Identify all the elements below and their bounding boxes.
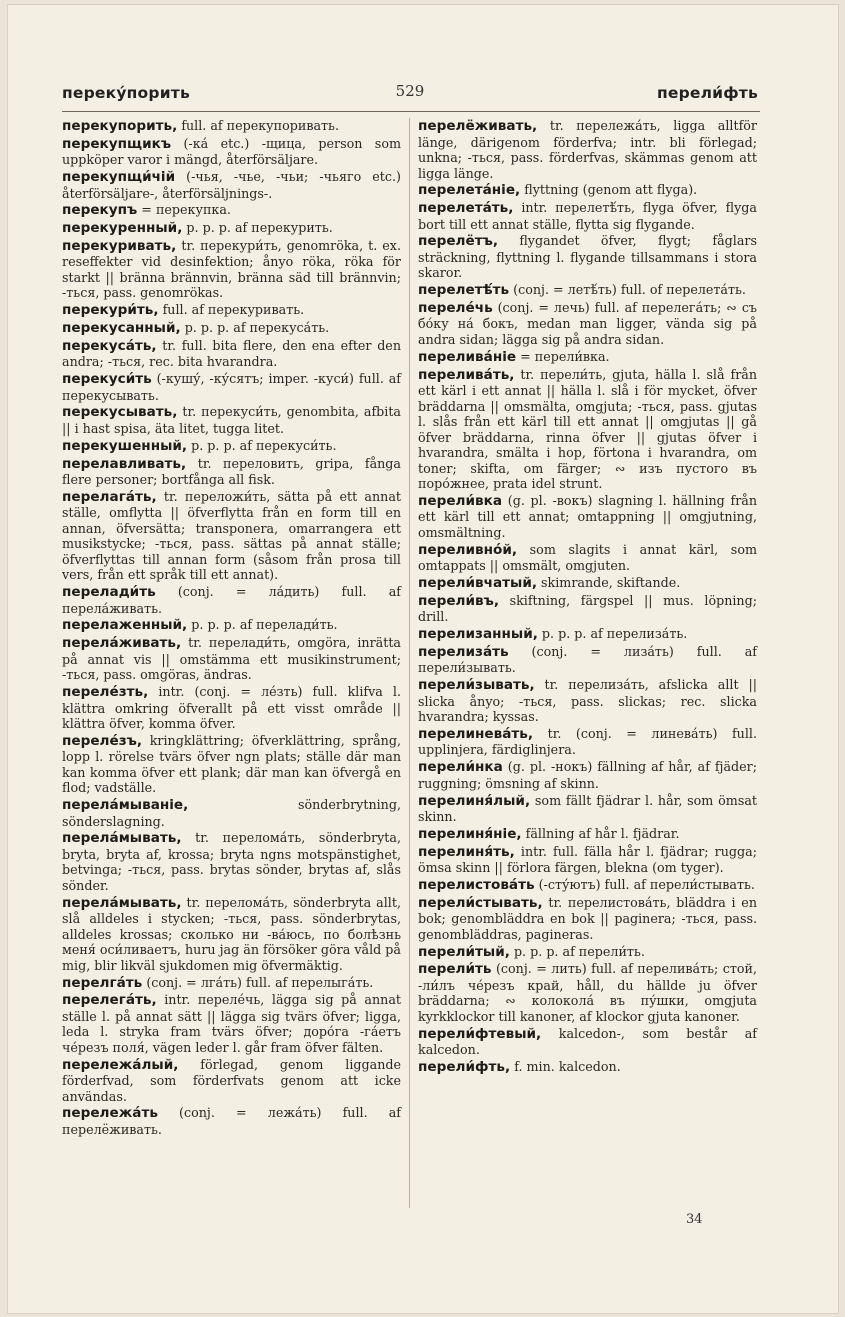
dictionary-entry xyxy=(62,489,401,583)
entry-definition: (conj. = лить) full. af перелива́ть; стой, -ли́лъ че́резъ край, håll, du hällde ju öfver bräddarna; ∾ колокола́ въ пу́шки, omgjuta kyrkklockor till kanoner, af klockor gjuta kanoner. xyxy=(418,961,757,1024)
entry-headword: перекури́ть, xyxy=(62,302,159,319)
entry-headword: перели́тый, xyxy=(418,943,510,960)
entry-definition: p. p. p. af перекурить. xyxy=(182,220,333,236)
entry-headword: перели́вчатый, xyxy=(418,574,538,591)
entry-headword: перекупорить, xyxy=(62,118,178,134)
entry-headword: перекупщи́чій xyxy=(62,169,176,186)
entry-headword: перелга́ть xyxy=(62,974,143,991)
dictionary-entry xyxy=(418,726,757,758)
entry-definition: full. af перекуривать. xyxy=(158,302,305,318)
entry-definition: tr. переловить, gripa, fånga flere personer; bortfånga all fisk. xyxy=(62,455,401,488)
dictionary-entry xyxy=(62,895,401,974)
entry-headword: перекусывать, xyxy=(62,404,178,421)
entry-headword: перекупъ xyxy=(62,202,138,219)
entry-headword: перели́въ, xyxy=(418,592,500,609)
dictionary-entry xyxy=(62,733,401,796)
entry-headword: перекуси́ть xyxy=(62,371,152,388)
entry-headword: перелиня́ніе, xyxy=(418,825,522,842)
entry-headword: перекушенный, xyxy=(62,437,188,454)
column-divider xyxy=(409,118,410,1208)
dictionary-entry xyxy=(62,438,401,455)
entry-headword: перела́мывать, xyxy=(62,894,182,911)
dictionary-entry xyxy=(418,944,757,961)
entry-headword: перекусанный, xyxy=(62,320,181,337)
entry-definition: (conj. = лежа́ть) full. af перелёживать. xyxy=(62,1105,401,1137)
dictionary-entry xyxy=(62,456,401,488)
signature-mark: 34 xyxy=(686,1212,703,1227)
entry-headword: переле́зъ, xyxy=(62,732,143,749)
entry-definition: intr. перелетѣ́ть, flyga öfver, flyga bort till ett annat ställe, flytta sig flygande. xyxy=(418,200,757,232)
entry-definition: intr. full. fälla hår l. fjädrar; rugga; ömsa skinn || förlora färgen, blekna (om tyger). xyxy=(418,843,757,876)
entry-headword: перекуривать, xyxy=(62,237,177,254)
entry-headword: перелёживать, xyxy=(418,118,538,134)
entry-headword: перели́фтевый, xyxy=(418,1025,542,1042)
entry-definition: tr. (conj. = линева́ть) full. upplinjera, färdiglinjera. xyxy=(418,725,757,758)
left-column xyxy=(62,118,401,1139)
dictionary-entry xyxy=(418,759,757,791)
dictionary-entry xyxy=(418,1059,757,1076)
header-rule xyxy=(62,111,760,112)
entry-headword: перели́фть, xyxy=(418,1058,511,1075)
entry-headword: перелиня́лый, xyxy=(418,792,531,809)
dictionary-entry xyxy=(418,593,757,625)
entry-definition: tr. перелома́ть, sönderbryta, bryta, bryta af, krossa; bryta ngns motspänstighet, betvinga; -ться, pass. brytas sönder, brytas af, slås sönder. xyxy=(62,830,401,893)
entry-definition: (conj. = ла́дить) full. af перела́живать. xyxy=(62,584,401,616)
entry-headword: перелега́ть, xyxy=(62,992,157,1009)
dictionary-entry xyxy=(62,975,401,992)
right-column xyxy=(418,118,757,1077)
dictionary-entry xyxy=(62,584,401,616)
dictionary-entry xyxy=(62,202,401,219)
dictionary-entry xyxy=(62,684,401,732)
entry-headword: перелинева́ть, xyxy=(418,725,534,742)
entry-definition: (-ка́ etc.) -щица, person som uppköper varor i mängd, återförsäljare. xyxy=(62,135,401,168)
entry-definition: sönderbrytning, sönderslagning. xyxy=(62,797,401,829)
entry-definition: kalcedon-, som består af kalcedon. xyxy=(418,1025,757,1058)
dictionary-entry xyxy=(62,220,401,237)
dictionary-entry xyxy=(418,349,757,366)
entry-definition: (conj. = лга́ть) full. af перелыга́ть. xyxy=(142,974,374,990)
dictionary-entry xyxy=(62,992,401,1055)
entry-definition: = перели́вка. xyxy=(516,348,610,364)
entry-headword: переле́чь xyxy=(418,299,493,316)
entry-headword: перелиза́ть xyxy=(418,643,509,660)
entry-definition: p. p. p. af перелади́ть. xyxy=(187,617,338,633)
entry-headword: перелетѣ́ть xyxy=(418,282,510,299)
dictionary-entry xyxy=(418,542,757,574)
entry-headword: перелаженный, xyxy=(62,617,188,634)
entry-headword: перекупщикъ xyxy=(62,135,172,152)
entry-definition: tr. переложи́ть, sätta på ett annat ställe, omflytta || öfverflytta från en form till en annan, öfversätta; transponera, omarrangera ett musikstycke; -ться, pass. sättas på annat ställe; öfverflyttas till annan form (såsom från prosa till vers, från ett språk till ett annat). xyxy=(62,488,401,583)
entry-definition: full. af перекупоривать. xyxy=(177,118,339,133)
entry-headword: перелива́ніе xyxy=(418,348,517,365)
entry-definition: (conj. = лечь) full. af перелега́ть; ∾ съ бо́ку на́ бокъ, medan man ligger, vända sig på andra sidan; lägga sig på andra sidan. xyxy=(418,299,757,347)
entry-headword: перекуренный, xyxy=(62,220,183,237)
entry-definition: flygandet öfver, flygt; fåglars sträckning, flyttning l. flygande tillsammans i stora skaror. xyxy=(418,233,757,281)
dictionary-entry xyxy=(418,961,757,1024)
entry-headword: перележа́лый, xyxy=(62,1056,179,1073)
dictionary-entry xyxy=(62,371,401,403)
entry-definition: kringklättring; öfverklättring, språng, lopp l. rörelse tvärs öfver ngn plats; ställe där man kan komma öfver ett plank; där man kan öfvergå en flod; vadställe. xyxy=(62,732,401,796)
dictionary-entry xyxy=(418,282,757,299)
entry-headword: перели́вка xyxy=(418,492,503,509)
entry-definition: tr. перели́ть, gjuta, hälla l. slå från ett kärl i ett annat || hälla l. slå i för mycket, öfver bräddarna || omsmälta, omgjuta; -ться, pass. gjutas l. slås från ett kärl till ett annat || omgjutas || gå öfver bräddarna, rinna öfver || gjutas öfver i hvarandra, smälta i hop, förtona i hvarandra, om toner; skifta, om färger; ∾ изъ пустого въ поро́жнее, prata idel strunt. xyxy=(418,366,757,492)
dictionary-entry xyxy=(62,1057,401,1105)
entry-headword: перелавливать, xyxy=(62,455,187,472)
entry-headword: переливно́й, xyxy=(418,541,518,558)
entry-headword: перелета́ніе, xyxy=(418,182,521,199)
entry-headword: перели́ть xyxy=(418,961,492,978)
entry-headword: перела́мываніе, xyxy=(62,797,189,814)
entry-definition: (g. pl. -нокъ) fällning af hår, af fjäder; ruggning; ömsning af skinn. xyxy=(418,759,757,791)
running-head-right: перели́фть xyxy=(656,84,758,102)
entry-headword: перели́зывать, xyxy=(418,677,535,694)
running-head xyxy=(62,84,758,106)
entry-headword: перелага́ть, xyxy=(62,488,157,505)
entry-definition: fällning af hår l. fjädrar. xyxy=(521,825,680,841)
dictionary-entry xyxy=(418,200,757,232)
dictionary-entry xyxy=(62,169,401,201)
entry-headword: перелиня́ть, xyxy=(418,843,515,860)
entry-definition: (g. pl. -вокъ) slagning l. hällning från ett kärl till ett annat; omtappning || omgjutning, omsmältning. xyxy=(418,492,757,540)
dictionary-entry xyxy=(418,895,757,943)
entry-definition: (conj. = летѣ́ть) full. of перелета́ть. xyxy=(509,282,746,298)
entry-definition: f. min. kalcedon. xyxy=(510,1058,621,1074)
dictionary-entry xyxy=(62,338,401,370)
entry-definition: tr. перекури́ть, genomröka, t. ex. reseffekter vid desinfektion; ånyo röka, röka för starkt || bränna brännvin, bränna säd till brännvin; -ться, pass. genomrökas. xyxy=(62,237,401,301)
entry-definition: som slagits i annat kärl, som omtappats || omsmält, omgjuten. xyxy=(418,541,757,574)
dictionary-entry xyxy=(418,826,757,843)
entry-headword: перелива́ть, xyxy=(418,366,515,383)
entry-definition: tr. перелади́ть, omgöra, inrätta på annat vis || omstämma ett musikinstrument; -ться, pass. omgöras, ändras. xyxy=(62,635,401,683)
dictionary-entry xyxy=(62,136,401,168)
dictionary-entry xyxy=(62,1105,401,1137)
entry-headword: перекуса́ть, xyxy=(62,337,157,354)
entry-headword: перели́стывать, xyxy=(418,894,543,911)
dictionary-entry xyxy=(418,1026,757,1058)
dictionary-entry xyxy=(418,844,757,876)
dictionary-entry xyxy=(62,302,401,319)
entry-definition: p. p. p. af перелиза́ть. xyxy=(537,626,688,642)
entry-headword: перелётъ, xyxy=(418,233,498,250)
dictionary-entry xyxy=(62,635,401,683)
entry-headword: перела́живать, xyxy=(62,635,182,652)
entry-definition: förlegad, genom liggande förderfvad, som förderfvats genom att icke användas. xyxy=(62,1056,401,1104)
entry-definition: som fällt fjädrar l. hår, som ömsat skinn. xyxy=(418,792,757,825)
dictionary-entry xyxy=(62,617,401,634)
entry-headword: перелизанный, xyxy=(418,626,538,643)
entry-definition: tr. перелиза́ть, afslicka allt || slicka ånyo; -ться, pass. slickas; rec. slicka hvarandra; kyssas. xyxy=(418,677,757,725)
entry-headword: перележа́ть xyxy=(62,1105,158,1122)
entry-definition: tr. перележа́ть, ligga alltför länge, därigenom förderfva; intr. bli förlegad; unkna; -ться, pass. förderfvas, skämmas genom att ligga länge. xyxy=(418,118,757,181)
entry-definition: p. p. p. af перекуси́ть. xyxy=(187,437,337,453)
dictionary-entry xyxy=(418,233,757,281)
entry-headword: перели́нка xyxy=(418,759,503,776)
entry-definition: (-сту́ютъ) full. af перели́стывать. xyxy=(534,876,755,892)
dictionary-entry xyxy=(418,118,757,181)
dictionary-entry xyxy=(418,626,757,643)
dictionary-entry xyxy=(418,877,757,894)
entry-definition: tr. перекуси́ть, genombita, afbita || i hast spisa, äta litet, tugga litet. xyxy=(62,404,401,436)
page-number: 529 xyxy=(395,82,425,100)
entry-definition: skiftning, färgspel || mus. löpning; drill. xyxy=(418,592,757,625)
dictionary-entry xyxy=(418,182,757,199)
entry-definition: intr. (conj. = ле́зть) full. klifva l. klättra omkring öfverallt på ett visst område || klättra öfver, komma öfver. xyxy=(62,684,401,732)
dictionary-entry xyxy=(418,300,757,348)
dictionary-entry xyxy=(418,367,757,492)
entry-definition: p. p. p. af перели́ть. xyxy=(509,943,645,959)
entry-definition: tr. перелома́ть, sönderbryta allt, slå alldeles i stycken; -ться, pass. sönderbrytas, alldeles krossas; сколько ни -ва́юсь, по болѣзнь меня́ оси́ливаетъ, huru jag än försöker göra våld på mig, blir likväl sjukdomen mig öfvermäktig. xyxy=(62,894,401,973)
entry-definition: (-чья, -чье, -чьи; -чьяго etc.) återförsäljare-, återförsäljnings-. xyxy=(62,169,401,201)
dictionary-entry xyxy=(62,118,401,135)
dictionary-entry xyxy=(62,404,401,436)
entry-definition: tr. full. bita flere, den ena efter den andra; -ться, rec. bita hvarandra. xyxy=(62,337,401,370)
entry-definition: flyttning (genom att flyga). xyxy=(520,182,698,198)
dictionary-entry xyxy=(418,677,757,725)
entry-headword: переле́зть, xyxy=(62,684,149,701)
entry-definition: = перекупка. xyxy=(137,202,231,218)
dictionary-entry xyxy=(62,830,401,893)
entry-definition: intr. переле́чь, lägga sig på annat ställe l. på annat sätt || lägga sig tvärs öfver; ligga, leda l. stryka fram tvärs öfver; доро́га -га́етъ че́резъ поля́, vägen leder l. går fram öfver fälten. xyxy=(62,992,401,1055)
entry-definition: skimrande, skiftande. xyxy=(537,574,681,590)
entry-headword: перела́мывать, xyxy=(62,830,182,847)
entry-definition: (-кушу́, -ку́сятъ; imper. -куси́) full. af перекусывать. xyxy=(62,371,401,403)
dictionary-entry xyxy=(62,320,401,337)
dictionary-entry xyxy=(418,793,757,825)
dictionary-entry xyxy=(62,238,401,301)
running-head-left: переку́порить xyxy=(62,84,190,102)
entry-headword: перелистова́ть xyxy=(418,876,535,893)
dictionary-entry xyxy=(62,797,401,829)
entry-headword: перелади́ть xyxy=(62,584,156,601)
dictionary-entry xyxy=(418,644,757,676)
dictionary-entry xyxy=(418,575,757,592)
entry-headword: перелета́ть, xyxy=(418,200,514,217)
entry-definition: tr. перелистова́ть, bläddra i en bok; genombläddra en bok || paginera; -ться, pass. genombläddras, pagineras. xyxy=(418,894,757,942)
entry-definition: (conj. = лиза́ть) full. af перели́зывать. xyxy=(418,643,757,676)
entry-definition: p. p. p. af перекуса́ть. xyxy=(180,320,330,336)
dictionary-entry xyxy=(418,493,757,541)
